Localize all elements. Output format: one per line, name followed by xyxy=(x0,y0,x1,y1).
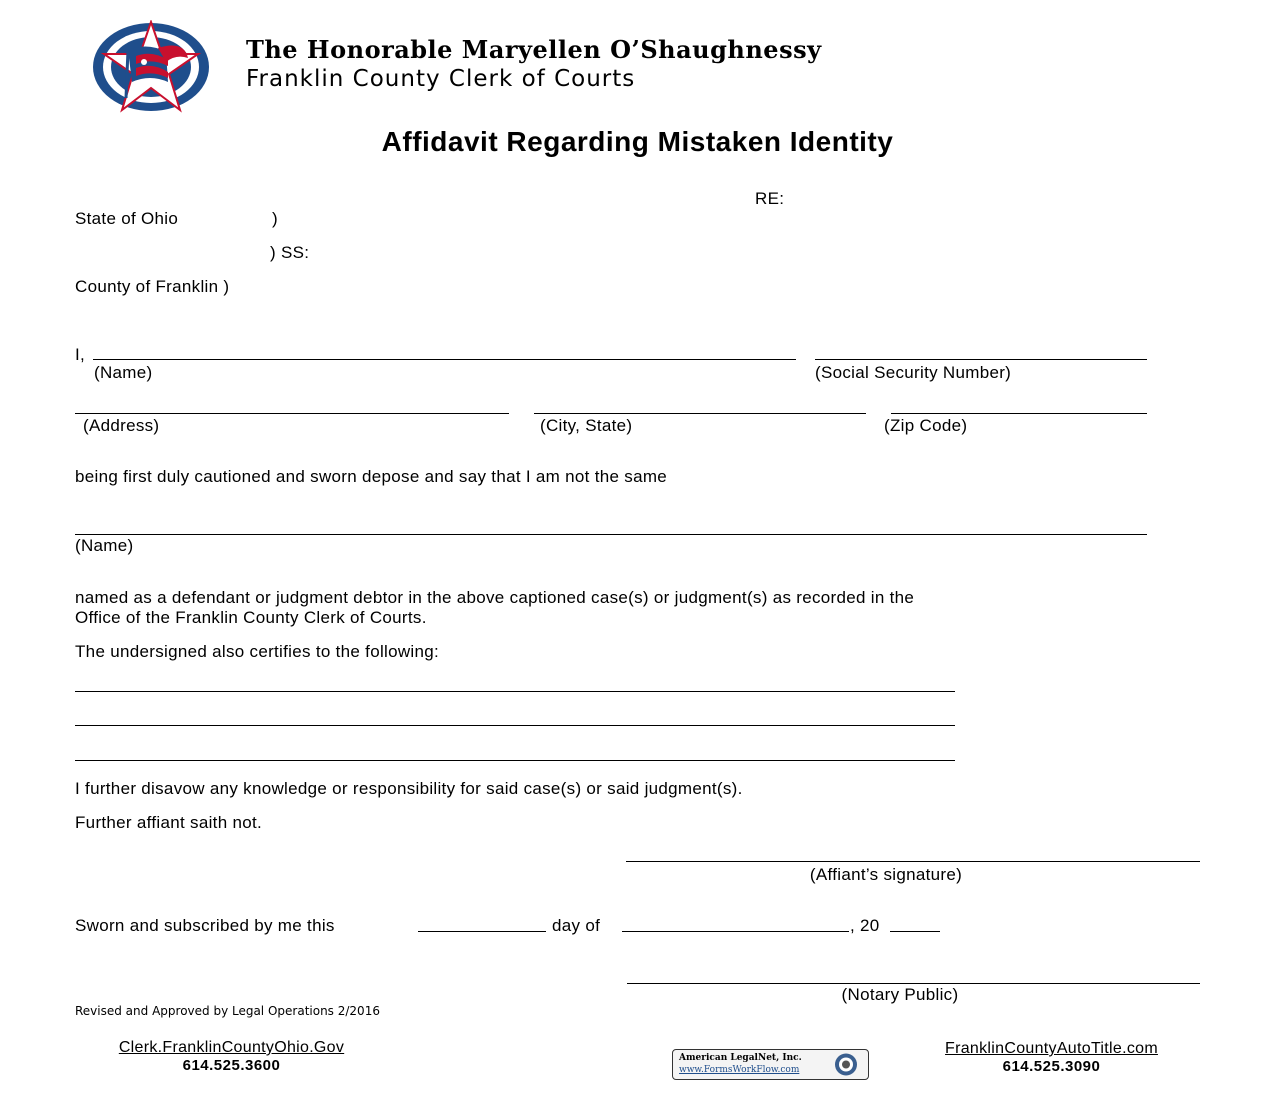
notary-label: (Notary Public) xyxy=(841,985,959,1004)
sworn-day-line[interactable] xyxy=(418,931,546,932)
zip-input-line[interactable] xyxy=(891,413,1147,414)
named-text-line2: Office of the Franklin County Clerk of Courts. xyxy=(75,608,427,627)
named-text-line1: named as a defendant or judgment debtor in the above captioned case(s) or judgment(s) as recorded in the xyxy=(75,588,915,607)
clerk-phone: 614.525.3600 xyxy=(182,1057,281,1074)
defendant-name-label: (Name) xyxy=(75,536,134,555)
county-label: County of Franklin ) xyxy=(75,277,230,296)
revised-note: Revised and Approved by Legal Operations 2/2016 xyxy=(75,1004,380,1018)
caption-paren: ) xyxy=(272,209,278,228)
address-input-line[interactable] xyxy=(75,413,509,414)
i-prefix: I, xyxy=(75,345,86,364)
county-seal-logo xyxy=(88,20,214,114)
address-label: (Address) xyxy=(83,416,160,435)
city-state-input-line[interactable] xyxy=(534,413,866,414)
deposition-text: being first duly cautioned and sworn depose and say that I am not the same xyxy=(75,467,668,486)
notary-signature-line[interactable] xyxy=(627,983,1200,984)
certification-line-3[interactable] xyxy=(75,760,955,761)
header-honorable: The Honorable Maryellen O’Shaughnessy xyxy=(246,35,822,64)
footer-left-block xyxy=(90,1039,373,1074)
certification-line-2[interactable] xyxy=(75,725,955,726)
globe-icon xyxy=(833,1052,859,1077)
legalnet-badge-url: www.FormsWorkFlow.com xyxy=(679,1065,800,1075)
autotitle-website-link[interactable]: FranklinCountyAutoTitle.com xyxy=(945,1040,1158,1057)
sworn-year-line[interactable] xyxy=(890,931,940,932)
ssn-input-line[interactable] xyxy=(815,359,1147,360)
legalnet-badge-name: American LegalNet, Inc. xyxy=(679,1053,802,1063)
legalnet-badge[interactable] xyxy=(672,1049,869,1080)
re-label: RE: xyxy=(755,189,785,208)
sworn-prefix: Sworn and subscribed by me this xyxy=(75,916,335,935)
disavow-text: I further disavow any knowledge or responsibility for said case(s) or said judgment(s). xyxy=(75,779,743,798)
clerk-website-link[interactable]: Clerk.FranklinCountyOhio.Gov xyxy=(118,1039,345,1056)
ssn-label: (Social Security Number) xyxy=(815,363,1012,382)
affiant-signature-label: (Affiant’s signature) xyxy=(809,865,963,884)
ss-label: ) SS: xyxy=(270,243,310,262)
autotitle-phone: 614.525.3090 xyxy=(1002,1058,1101,1075)
city-state-label: (City, State) xyxy=(540,416,633,435)
name-input-line[interactable] xyxy=(93,359,796,360)
name-label: (Name) xyxy=(94,363,153,382)
footer-right-block xyxy=(918,1040,1185,1075)
certification-line-1[interactable] xyxy=(75,691,955,692)
header-office: Franklin County Clerk of Courts xyxy=(246,66,636,92)
sworn-year-prefix: , 20 xyxy=(850,916,880,935)
sworn-month-line[interactable] xyxy=(622,931,849,932)
zip-label: (Zip Code) xyxy=(884,416,968,435)
further-text: Further affiant saith not. xyxy=(75,813,263,832)
page-title: Affidavit Regarding Mistaken Identity xyxy=(381,126,894,157)
sworn-day-of: day of xyxy=(552,916,601,935)
state-label: State of Ohio xyxy=(75,209,179,228)
certifies-text: The undersigned also certifies to the following: xyxy=(75,642,440,661)
defendant-name-input-line[interactable] xyxy=(75,534,1147,535)
affiant-signature-line[interactable] xyxy=(626,861,1200,862)
